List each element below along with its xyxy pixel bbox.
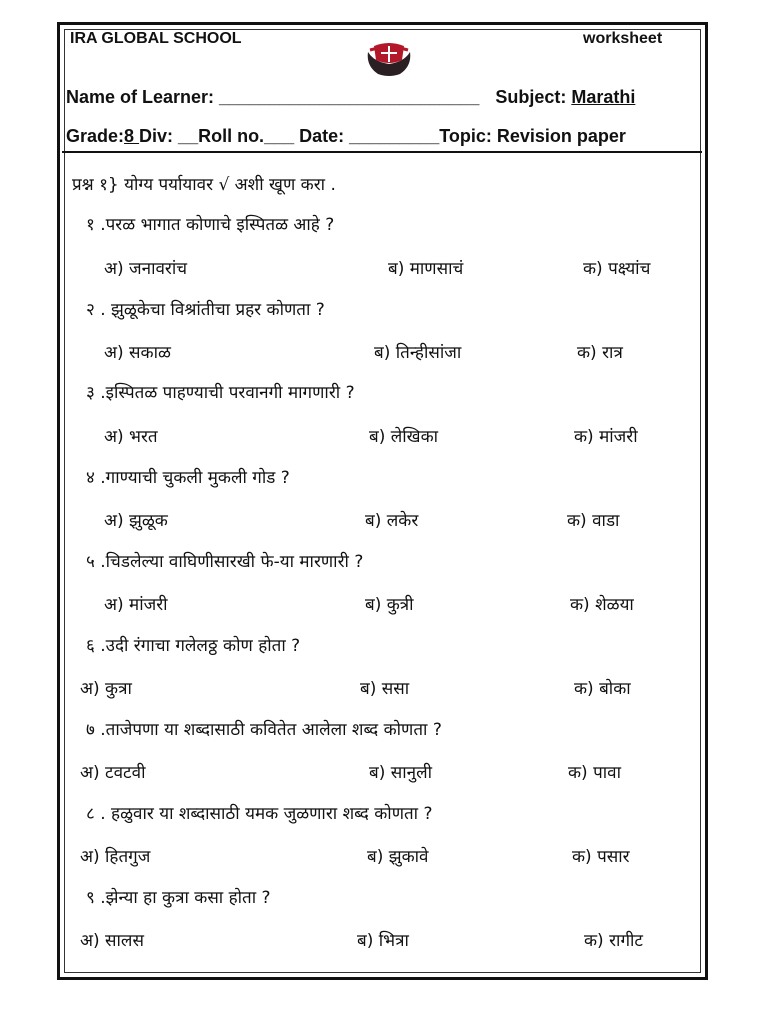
option-c: क) शेळया xyxy=(570,595,634,615)
option-c: क) पावा xyxy=(568,763,622,783)
section-title: प्रश्न १} योग्य पर्यायावर √ अशी खूण करा . xyxy=(72,175,336,195)
subject-value: Marathi xyxy=(571,87,636,107)
option-a: अ) जनावरांच xyxy=(104,259,188,279)
option-c: क) पक्ष्यांच xyxy=(583,259,651,279)
question-text: ४ .गाण्याची चुकली मुकली गोड ? xyxy=(86,468,290,488)
school-name: IRA GLOBAL SCHOOL xyxy=(70,30,242,47)
grade-label: Grade: xyxy=(66,126,125,146)
grade-value: 8 xyxy=(124,126,140,146)
option-b: ब) माणसाचं xyxy=(388,259,464,279)
option-b: ब) लकेर xyxy=(365,511,419,531)
option-b: ब) कुत्री xyxy=(365,595,414,615)
question-text: २ . झुळूकेचा विश्रांतीचा प्रहर कोणता ? xyxy=(86,300,325,320)
question-text: ६ .उदी रंगाचा गलेलठ्ठ कोण होता ? xyxy=(86,636,301,656)
option-c: क) रागीट xyxy=(584,931,643,951)
question-text: ३ .इस्पितळ पाहण्याची परवानगी मागणारी ? xyxy=(86,383,355,403)
option-b: ब) तिन्हीसांजा xyxy=(374,343,462,363)
grade-line xyxy=(66,126,626,147)
option-a: अ) कुत्रा xyxy=(80,679,132,699)
question-text: ७ .ताजेपणा या शब्दासाठी कवितेत आलेला शब्द कोणता ? xyxy=(86,720,442,740)
option-c: क) रात्र xyxy=(577,343,623,363)
school-logo xyxy=(364,40,414,78)
option-b: ब) ससा xyxy=(360,679,410,699)
option-a: अ) झुळूक xyxy=(104,511,168,531)
option-a: अ) टवटवी xyxy=(80,763,146,783)
option-c: क) बोका xyxy=(574,679,631,699)
question-text: ९ .झेन्या हा कुत्रा कसा होता ? xyxy=(86,888,271,908)
option-b: ब) सानुली xyxy=(369,763,433,783)
learner-subject-line xyxy=(66,87,635,108)
name-label: Name of Learner: __________________________ xyxy=(66,87,480,107)
details-line: Div: __Roll no.___ Date: _________Topic: Revision paper xyxy=(139,126,626,146)
option-b: ब) झुकावे xyxy=(367,847,429,867)
document-type: worksheet xyxy=(583,30,663,47)
option-b: ब) लेखिका xyxy=(369,427,439,447)
option-a: अ) सालस xyxy=(80,931,144,951)
option-a: अ) सकाळ xyxy=(104,343,171,363)
question-text: १ .परळ भागात कोणाचे इस्पितळ आहे ? xyxy=(86,215,335,235)
option-a: अ) भरत xyxy=(104,427,158,447)
option-b: ब) भित्रा xyxy=(357,931,409,951)
option-c: क) पसार xyxy=(572,847,630,867)
page-border xyxy=(57,22,708,980)
subject-label: Subject: xyxy=(495,87,572,107)
option-c: क) मांजरी xyxy=(574,427,638,447)
header-divider xyxy=(62,151,702,153)
question-text: ५ .चिडलेल्या वाघिणीसारखी फे-या मारणारी ? xyxy=(86,552,364,572)
option-c: क) वाडा xyxy=(567,511,620,531)
option-a: अ) मांजरी xyxy=(104,595,168,615)
question-text: ८ . हळुवार या शब्दासाठी यमक जुळणारा शब्द कोणता ? xyxy=(86,804,433,824)
option-a: अ) हितगुज xyxy=(80,847,151,867)
